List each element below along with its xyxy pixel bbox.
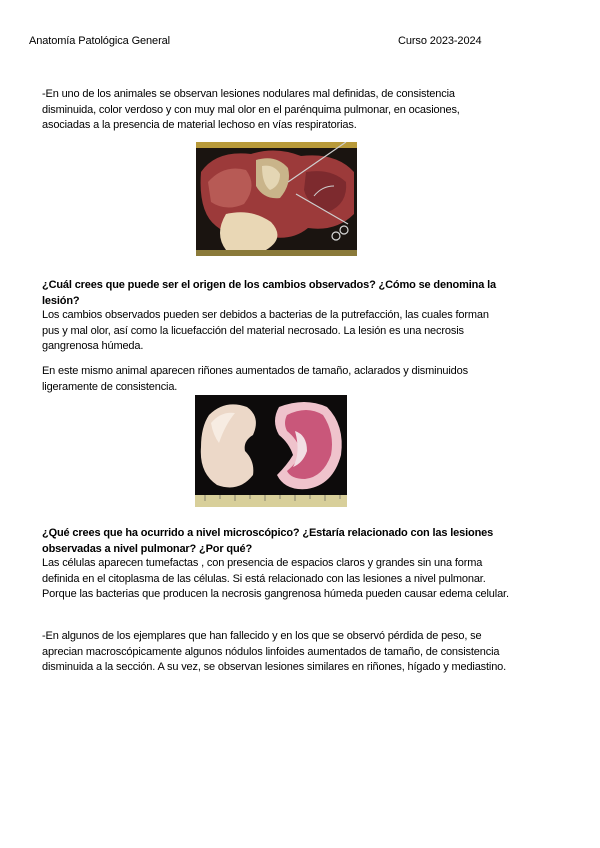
question-origin-lesion	[42, 278, 542, 309]
text-line: observadas a nivel pulmonar? ¿Por qué?	[42, 542, 253, 555]
lung-specimen-photo	[196, 142, 357, 256]
text-line: -En algunos de los ejemplares que han fallecido y en los que se observó pérdida de peso, se	[42, 630, 482, 642]
paragraph-lung-lesions	[42, 87, 542, 134]
text-line: disminuida a la sección. A su vez, se observan lesiones similares en riñones, hígado y mediastino.	[42, 661, 507, 673]
text-line: -En uno de los animales se observan lesiones nodulares mal definidas, de consistencia	[42, 88, 455, 100]
text-line: lesión?	[42, 294, 80, 307]
text-line: Las células aparecen tumefactas , con presencia de espacios claros y grandes sin una forma	[42, 557, 483, 569]
paragraph-kidney-lesions	[42, 364, 542, 395]
text-line: pus y mal olor, así como la licuefacción del material necrosado. La lesión es una necrosis	[42, 324, 464, 337]
text-line: Los cambios observados pueden ser debidos a bacterias de la putrefacción, las cuales forman	[42, 309, 489, 321]
text-line: aprecian macroscópicamente algunos nódulos linfoides aumentados de tamaño, de consistencia	[42, 645, 500, 658]
text-line: ligeramente de consistencia.	[42, 380, 178, 393]
text-line: En este mismo animal aparecen riñones aumentados de tamaño, aclarados y disminuidos	[42, 365, 468, 377]
header-course-year: Curso 2023-2024	[398, 35, 482, 47]
answer-origin-lesion	[42, 308, 542, 355]
question-microscopic-changes	[42, 526, 542, 557]
text-line: gangrenosa húmeda.	[42, 340, 144, 352]
text-line: disminuida, color verdoso y con muy mal olor en el parénquima pulmonar, en ocasiones,	[42, 103, 460, 116]
paragraph-lymph-nodes	[42, 629, 542, 676]
answer-microscopic-changes	[42, 556, 542, 603]
header-course-title: Anatomía Patológica General	[29, 35, 170, 47]
text-line: ¿Qué crees que ha ocurrido a nivel microscópico? ¿Estaría relacionado con las lesiones	[42, 527, 494, 539]
text-line: ¿Cuál crees que puede ser el origen de los cambios observados? ¿Cómo se denomina la	[42, 279, 496, 291]
text-line: definida en el citoplasma de las células. Si está relacionado con las lesiones a nivel pulmonar.	[42, 572, 486, 585]
kidney-specimen-photo	[195, 395, 347, 507]
text-line: asociadas a la presencia de material lechoso en vías respiratorias.	[42, 119, 357, 131]
text-line: Porque las bacterias que producen la necrosis gangrenosa húmeda pueden causar edema celular.	[42, 588, 509, 600]
